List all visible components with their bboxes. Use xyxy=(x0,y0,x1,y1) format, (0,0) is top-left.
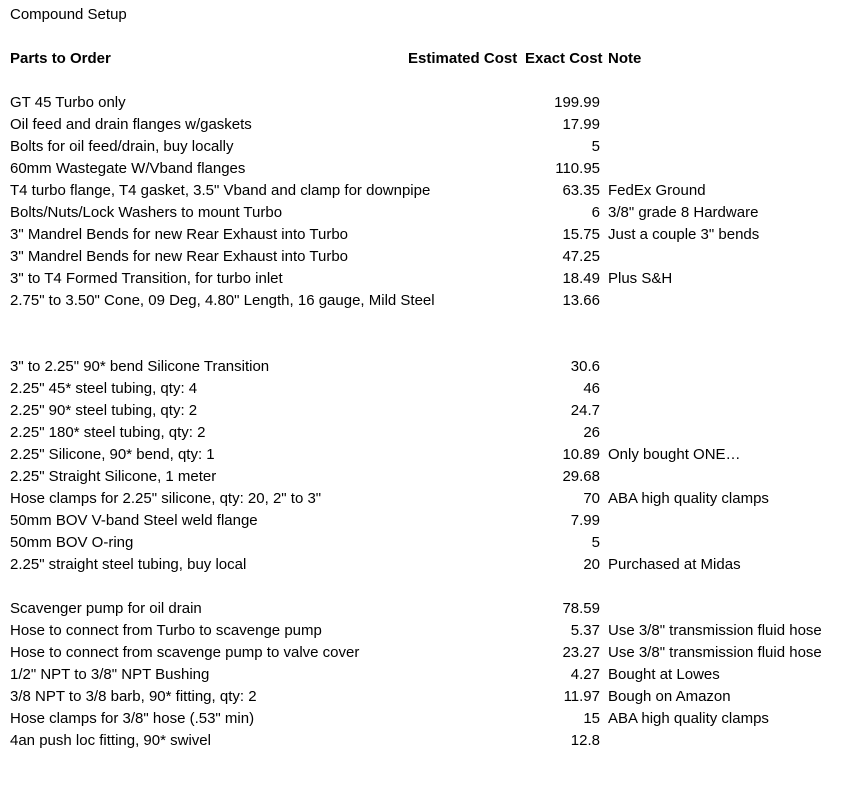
cell-estimated xyxy=(408,290,518,312)
cell-note: Use 3/8" transmission fluid hose xyxy=(608,644,822,661)
cell-estimated xyxy=(408,444,518,466)
cell-exact: 30.6 xyxy=(570,358,600,375)
cell-note: Bough on Amazon xyxy=(608,688,731,705)
cell-note xyxy=(602,400,861,422)
cell-note xyxy=(602,246,861,268)
cell-item: Scavenger pump for oil drain xyxy=(10,600,202,617)
cell-item: Bolts for oil feed/drain, buy locally xyxy=(10,138,234,155)
table-row xyxy=(10,444,861,466)
cell-item: Oil feed and drain flanges w/gaskets xyxy=(10,116,252,133)
cell-note xyxy=(602,598,861,620)
table-row xyxy=(10,268,861,290)
cell-note xyxy=(602,158,861,180)
table-row xyxy=(10,92,861,114)
cell-estimated xyxy=(408,136,518,158)
cell-item: Hose clamps for 2.25" silicone, qty: 20, 2" to 3" xyxy=(10,490,322,507)
cell-estimated xyxy=(408,246,518,268)
cell-estimated xyxy=(408,532,518,554)
cell-item: T4 turbo flange, T4 gasket, 3.5" Vband and clamp for downpipe xyxy=(10,182,431,199)
cell-estimated xyxy=(408,642,518,664)
cell-estimated xyxy=(408,686,518,708)
cell-exact: 5 xyxy=(591,138,600,155)
cell-note: Just a couple 3" bends xyxy=(608,226,760,243)
table-row xyxy=(10,290,861,312)
cell-item: 2.25" 90* steel tubing, qty: 2 xyxy=(10,402,198,419)
table-row xyxy=(10,466,861,488)
cell-estimated xyxy=(408,202,518,224)
cell-note xyxy=(602,356,861,378)
cell-estimated xyxy=(408,180,518,202)
table-row xyxy=(10,202,861,224)
cell-item: 3" Mandrel Bends for new Rear Exhaust into Turbo xyxy=(10,248,349,265)
table-row xyxy=(10,554,861,576)
cell-exact: 70 xyxy=(583,490,600,507)
cell-exact: 12.8 xyxy=(570,732,600,749)
table-row xyxy=(10,488,861,510)
cell-item: 2.75" to 3.50" Cone, 09 Deg, 4.80" Length, 16 gauge, Mild Steel xyxy=(10,292,435,309)
table-body xyxy=(10,92,861,752)
table-row xyxy=(10,664,861,686)
cell-item: Hose to connect from scavenge pump to valve cover xyxy=(10,644,360,661)
cell-item: 2.25" Straight Silicone, 1 meter xyxy=(10,468,217,485)
cell-note xyxy=(602,730,861,752)
cell-item: Hose to connect from Turbo to scavenge pump xyxy=(10,622,322,639)
cell-note: Use 3/8" transmission fluid hose xyxy=(608,622,822,639)
cell-estimated xyxy=(408,598,518,620)
cell-estimated xyxy=(408,554,518,576)
table-row xyxy=(10,598,861,620)
cell-item: 4an push loc fitting, 90* swivel xyxy=(10,732,211,749)
cell-exact: 63.35 xyxy=(562,182,600,199)
header-note: Note xyxy=(608,50,642,67)
table-row xyxy=(10,510,861,532)
cell-note xyxy=(602,378,861,400)
cell-note xyxy=(602,466,861,488)
cell-exact: 6 xyxy=(591,204,600,221)
cell-exact: 24.7 xyxy=(570,402,600,419)
cell-item: 2.25" Silicone, 90* bend, qty: 1 xyxy=(10,446,215,463)
cell-exact: 15 xyxy=(583,710,600,727)
cell-item: 50mm BOV V-band Steel weld flange xyxy=(10,512,258,529)
table-row xyxy=(10,114,861,136)
page-title: Compound Setup xyxy=(10,6,127,23)
cell-estimated xyxy=(408,510,518,532)
cell-note: FedEx Ground xyxy=(608,182,706,199)
cell-item: 3" to 2.25" 90* bend Silicone Transition xyxy=(10,358,270,375)
cell-item: 2.25" 45* steel tubing, qty: 4 xyxy=(10,380,198,397)
cell-item: 60mm Wastegate W/Vband flanges xyxy=(10,160,246,177)
cell-exact: 110.95 xyxy=(555,160,600,177)
cell-note xyxy=(602,510,861,532)
cell-exact: 199.99 xyxy=(554,94,600,111)
cell-item: 3/8 NPT to 3/8 barb, 90* fitting, qty: 2 xyxy=(10,688,257,705)
table-row xyxy=(10,422,861,444)
cell-exact: 29.68 xyxy=(562,468,600,485)
cell-estimated xyxy=(408,422,518,444)
cell-item: Bolts/Nuts/Lock Washers to mount Turbo xyxy=(10,204,283,221)
cell-estimated xyxy=(408,158,518,180)
cell-exact: 46 xyxy=(583,380,600,397)
table-row xyxy=(10,620,861,642)
cell-exact: 7.99 xyxy=(570,512,600,529)
cell-note: ABA high quality clamps xyxy=(608,490,769,507)
cell-item: 2.25" 180* steel tubing, qty: 2 xyxy=(10,424,206,441)
table-row xyxy=(10,400,861,422)
cell-estimated xyxy=(408,378,518,400)
cell-exact: 5.37 xyxy=(570,622,600,639)
table-row xyxy=(10,356,861,378)
row-group xyxy=(10,356,861,576)
cell-estimated xyxy=(408,620,518,642)
cell-note: Bought at Lowes xyxy=(608,666,720,683)
cell-item: 1/2" NPT to 3/8" NPT Bushing xyxy=(10,666,210,683)
table-row xyxy=(10,136,861,158)
cell-estimated xyxy=(408,664,518,686)
cell-exact: 5 xyxy=(591,534,600,551)
cell-exact: 17.99 xyxy=(562,116,600,133)
cell-exact: 11.97 xyxy=(563,688,600,705)
cell-item: 2.25" straight steel tubing, buy local xyxy=(10,556,247,573)
blank-row xyxy=(10,70,861,92)
cell-exact: 18.49 xyxy=(562,270,600,287)
cell-note: ABA high quality clamps xyxy=(608,710,769,727)
cell-note xyxy=(602,422,861,444)
table-row xyxy=(10,708,861,730)
table-row xyxy=(10,532,861,554)
table-row xyxy=(10,730,861,752)
table-row xyxy=(10,686,861,708)
cell-exact: 4.27 xyxy=(570,666,600,683)
cell-note: Plus S&H xyxy=(608,270,673,287)
table-header-row xyxy=(10,48,861,70)
cell-estimated xyxy=(408,268,518,290)
table-row xyxy=(10,224,861,246)
cell-note: Only bought ONE… xyxy=(608,446,741,463)
cell-estimated xyxy=(408,356,518,378)
cell-item: 3" to T4 Formed Transition, for turbo inlet xyxy=(10,270,283,287)
cell-exact: 78.59 xyxy=(562,600,600,617)
cell-exact: 10.89 xyxy=(562,446,600,463)
cell-estimated xyxy=(408,708,518,730)
cell-item: Hose clamps for 3/8" hose (.53" min) xyxy=(10,710,255,727)
cell-note xyxy=(602,136,861,158)
cell-item: 3" Mandrel Bends for new Rear Exhaust into Turbo xyxy=(10,226,349,243)
cell-exact: 26 xyxy=(583,424,600,441)
cell-exact: 15.75 xyxy=(562,226,600,243)
cell-exact: 23.27 xyxy=(562,644,600,661)
cell-exact: 20 xyxy=(583,556,600,573)
cell-estimated xyxy=(408,92,518,114)
cell-note: 3/8" grade 8 Hardware xyxy=(608,204,759,221)
cell-estimated xyxy=(408,466,518,488)
header-exact-cost: Exact Cost xyxy=(525,50,603,67)
blank-row xyxy=(10,26,861,48)
row-group xyxy=(10,598,861,752)
cell-estimated xyxy=(408,400,518,422)
table-row xyxy=(10,158,861,180)
cell-note xyxy=(602,92,861,114)
cell-exact: 13.66 xyxy=(562,292,600,309)
cell-estimated xyxy=(408,114,518,136)
header-parts-to-order: Parts to Order xyxy=(10,50,111,67)
cell-note xyxy=(602,114,861,136)
table-row xyxy=(10,642,861,664)
table-row xyxy=(10,378,861,400)
cell-item: 50mm BOV O-ring xyxy=(10,534,134,551)
cell-note: Purchased at Midas xyxy=(608,556,741,573)
cell-estimated xyxy=(408,224,518,246)
table-row xyxy=(10,180,861,202)
table-row xyxy=(10,246,861,268)
cell-note xyxy=(602,532,861,554)
cell-note xyxy=(602,290,861,312)
cell-estimated xyxy=(408,488,518,510)
row-group xyxy=(10,92,861,312)
header-estimated-cost: Estimated Cost xyxy=(408,50,518,67)
cell-exact: 47.25 xyxy=(562,248,600,265)
cell-item: GT 45 Turbo only xyxy=(10,94,126,111)
cell-estimated xyxy=(408,730,518,752)
